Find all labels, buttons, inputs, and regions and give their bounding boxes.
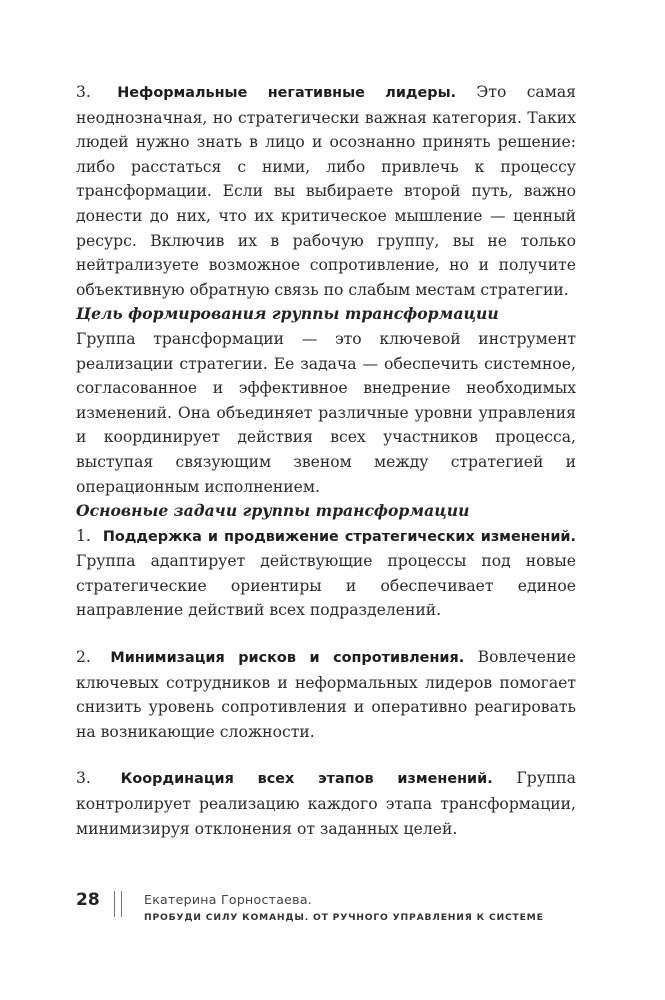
section-heading-goal: Цель формирования группы трансформации [76,304,499,324]
page-body [76,80,576,841]
list-item-task-1 [76,524,576,623]
list-item-lead: Минимизация рисков и сопротивления. [110,650,465,667]
footer-author: Екатерина Горностаева. [144,892,313,907]
list-item-text: Это самая неоднозначная, но стратегически важная категория. Таких людей нужно знать в лицо и осознанно принять решение: либо расстаться с ними, либо привлечь к процессу трансформации. Если вы выбираете второй путь, важно донести до них, что их критическое мышление — ценный ресурс. Включив их в рабочую группу, вы не только нейтрализуете возможное сопротивление, но и получите объективную обратную связь по слабым местам стратегии. [76,83,576,299]
page-number: 28 [76,890,100,910]
section-paragraph-goal: Группа трансформации — это ключевой инструмент реализации стратегии. Ее задача — обеспечить системное, согласованное и эффективное внедрение необходимых изменений. Она объединяет различные уровни управления и координирует действия всех участников процесса, выступая связующим звеном между стратегией и операционным исполнением. [76,329,576,496]
list-item-number: 3. [76,769,91,788]
footer-divider [114,891,122,917]
list-item-number: 3. [76,83,91,101]
footer-book-title: ПРОБУДИ СИЛУ КОМАНДЫ. ОТ РУЧНОГО УПРАВЛЕНИЯ К СИСТЕМЕ [144,912,544,923]
list-item-number: 2. [76,648,91,667]
list-item-lead: Неформальные негативные лидеры. [117,85,457,101]
list-item-informal-negative-leaders [76,80,576,302]
list-item-text: Вовлечение ключевых сотрудников и неформальных лидеров помогает снизить уровень сопротивления и оперативно реагировать на возникающие сложности. [76,648,576,741]
list-item-number: 1. [76,526,91,545]
list-item-task-2 [76,645,576,744]
list-item-text: Группа адаптирует действующие процессы под новые стратегические ориентиры и обеспечивает единое направление действий всех подразделений. [76,552,576,620]
section-heading-tasks: Основные задачи группы трансформации [76,501,470,521]
list-item-lead: Координация всех этапов изменений. [120,771,493,788]
list-item-lead: Поддержка и продвижение стратегических изменений. [102,528,576,545]
list-item-text: Группа контролирует реализацию каждого этапа трансформации, минимизируя отклонения от заданных целей. [76,769,576,838]
list-item-task-3 [76,766,576,841]
page-footer [76,890,596,930]
